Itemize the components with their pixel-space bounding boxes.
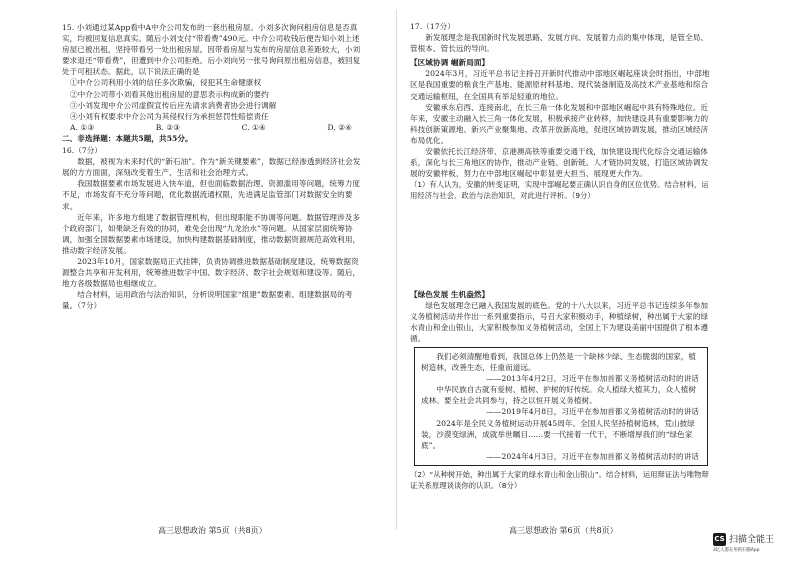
q17-heading: 17.（17分） (410, 22, 455, 31)
scanner-watermark (713, 531, 793, 559)
quote-text: 中华民族自古就有爱树、植树、护树的好传统。众人植绿大植其力，众人植树成林。要全社会共同参与，持之以恒开展义务植树。 (421, 385, 697, 406)
scanner-slogan: 3亿人都在用的扫描App (713, 548, 760, 553)
q15-stem: 15. 小刘通过某App看中A中介公司发布的一套出租房屋。小刘多次询问租房信息是否真实，均被回复信息真实。随后小刘支付“带看费”490元。中介公司收钱后便告知小刘上述房屋已被出租，坚持带看另一处出租房屋。因带看房屋与发布的房屋信息差距较大，小刘要求退还“带看费”，但遭到中介公司拒绝。后小刘向另一张号询问原出租房信息，被回复处于可租状态。据此，以下说法正确的是 (62, 23, 361, 77)
q16-question: 结合材料，运用政治与法治知识，分析说明国家“组建”数据要素、组建数据局的考量。（7分） (62, 290, 353, 311)
section-tag-region: 【区域协调 崛新局面】 (410, 58, 490, 68)
material-paragraph: 安徽依托长江经济带、京港澳高铁等重要交通干线，加快建设现代化综合交通运输体系，深化与长三角地区的协作，推动产业链、创新链、人才链协同发展，打造区域协调发展的安徽样板，努力在中部地区崛起中彰显更大担当、展现更大作为。 (410, 147, 709, 179)
page-5-footer: 高三思想政治 第5页（共8页） (158, 526, 267, 535)
quote-source: ——2024年4月3日，习近平在参加首都义务植树活动时的讲话 (486, 451, 699, 461)
quote-text: 2024年是全民义务植树运动开展45周年。全国人民坚持植树造林，荒山披绿装，沙漠变绿洲，成就举世瞩目……要一代接着一代干，不断增厚我们的“绿色家底”。 (421, 418, 695, 450)
q15-item-2: ②中介公司带小刘看其他出租房屋的意思表示构成新的要约 (70, 89, 269, 99)
quote-text: 我们必须清醒地看到，我国总体上仍然是一个缺林少绿、生态脆弱的国家，植树造林，改善生态，任重而道远。 (421, 351, 697, 373)
q15-option-d: D. ②④ (327, 122, 352, 132)
q16-paragraph: 数据，被视为未来时代的“新石油”。作为“新关键要素”，数据已经渗透到经济社会发展的方方面面，深刻改变着生产、生活和社会治理方式。 (62, 157, 361, 178)
quote-source: ——2013年4月2日，习近平在参加首都义务植树活动时的讲话 (486, 374, 699, 384)
material-intro: 绿色发展理念已融入我国发展的底色。党的十八大以来，习近平总书记连续多年参加义务植树活动并作出一系列重要指示，号召大家积极动手，种植绿树，种出属于大家的绿水青山和金山银山，大家积极参加义务植树活动，全国上下为建设美丽中国提供了根本遵循。 (410, 300, 709, 343)
q15-option-a: A. ①③ (70, 122, 95, 132)
q16-paragraph: 2023年10月，国家数据局正式挂牌，负责协调推进数据基础制度建设，统筹数据资源整合共享和开发利用，统筹推进数字中国、数字经济、数字社会规划和建设等。随后，地方各级数据局也相继成立。 (62, 256, 361, 289)
q15-item-4: ④小刘有权要求中介公司为其侵权行为承担惩罚性赔偿责任 (70, 111, 269, 121)
material-paragraph: 安徽承东启西、连接南北，在长三角一体化发展和中部地区崛起中具有特殊地位。近年来，安徽主动融入长三角一体化发展，积极承接产业转移，加快建设具有重要影响力的科技创新策源地、新兴产业聚集地、改革开放新高地，促进区域协调发展，推动区域经济布局优化。 (410, 102, 709, 145)
page-6 (397, 0, 794, 561)
q17-intro: 新发展理念是我国新时代发展思路、发展方向、发展着力点的集中体现，是管全局、管根本、管长远的导向。 (410, 33, 709, 54)
q15-option-b: B. ②③ (155, 122, 181, 132)
scanner-app-name: 扫描全能王 (729, 535, 775, 545)
q17-1-question: （1）有人认为，安徽的转变证明，实现中部崛起要正确认识自身的区位优势。结合材料，运用经济与社会、政治与法治知识，对此进行评析。（9分） (410, 180, 709, 201)
q16-paragraph: 我国数据要素市场发展进入快车道，但也面临数据治理、资源滥用等问题，统筹力度不足，市场发育不充分等问题，优化数据流通权限，先进满足监管部门对数据安全的要求。 (62, 179, 361, 211)
material-paragraph: 2024年3月，习近平总书记主持召开新时代推动中部地区崛起座谈会时指出，中部地区是我国重要的粮食生产基地、能源原材料基地、现代装备制造及高技术产业基地和综合交通运输枢纽，在全国具有举足轻重的地位。 (410, 69, 710, 101)
q15-item-3: ③小刘发现中介公司虚假宣传后应先请求消费者协会进行调解 (70, 100, 277, 110)
page-6-content (410, 20, 712, 491)
section-tag-green: 【绿色发展 生机盎然】 (410, 289, 490, 299)
page-5-content (62, 22, 362, 311)
q15-options (62, 122, 362, 133)
section-heading: 二、非选择题：本题共5题，共55分。 (62, 133, 193, 143)
q15-option-c: C. ①④ (241, 122, 266, 132)
page-6-footer: 高三思想政治 第6页（共8页） (509, 526, 618, 535)
quote-box (414, 347, 708, 466)
q15-item-1: ①中介公司利用小刘的信任多次欺骗，侵犯其生命健康权 (70, 78, 262, 88)
quote-source: ——2019年4月8日，习近平在参加首都义务植树活动时的讲话 (486, 407, 699, 417)
answer-space (410, 202, 712, 286)
q16-paragraph: 近年来，许多地方组建了数据管理机构，但出现职能不协调等问题。数据管理涉及多个政府部门，如果缺乏有效的协同，难免会出现“九龙治水”等问题。从国家层面统筹协调，加强全国数据要素市场建设，加快构建数据基础制度，推动数据资源规范高效利用，推动数字经济发展。 (62, 212, 361, 255)
q17-2-question: （2）“从种树开始，种出属于大家的绿水青山和金山银山”。结合材料，运用辩证法与唯物辩证关系原理谈谈你的认识。（8分） (410, 469, 709, 490)
q16-heading: 16.（7分） (62, 146, 103, 156)
camscanner-logo-icon: CS (713, 533, 726, 546)
